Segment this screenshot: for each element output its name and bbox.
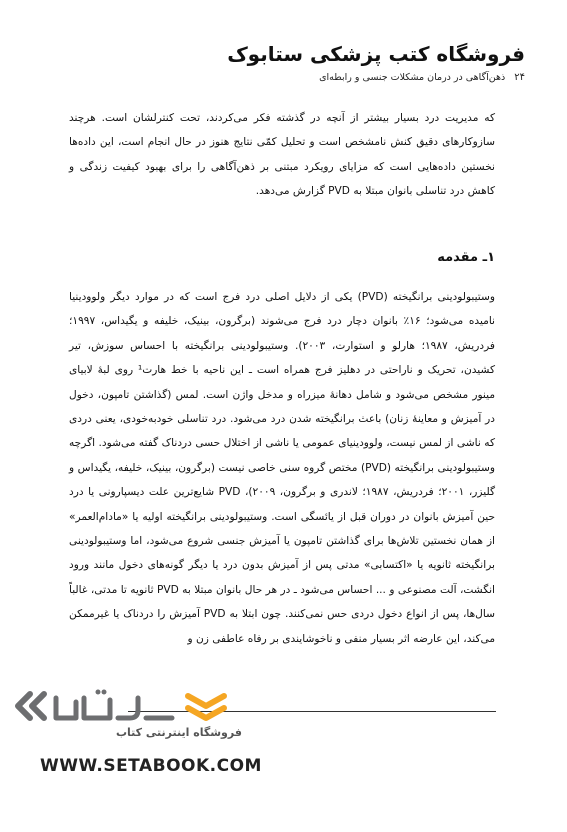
setabook-logo — [12, 688, 262, 748]
section-heading: ۱ـ مقدمه — [437, 250, 495, 265]
logo-subtitle: فروشگاه اینترنتی کتاب — [116, 726, 242, 739]
section-paragraph: وستیبولودینی برانگیخته (PVD) یکی از دلایل اصلی درد فرج است که در موارد دیگر ولوودینیا نامیده می‌شود؛ ۱۶٪ بانوان دچار درد فرج می‌شوند (برگرون، بینیک، خلیفه و یگیداس، ۱۹۹۷؛ فردریش، ۱۹۸۷؛ هارلو و استوارت، ۲۰۰۳). وستیبولودینی برانگیخته با احساس سوزش، تیر کشیدن، تحریک و ناراحتی در دهلیز فرج همراه است ـ این ناحیه با خط هارت¹ روی لبهٔ لابیای مینور مشخص می‌شود و شامل دهانهٔ میزراه و مدخل واژن است. لمس (گذاشتن تامپون، دخول در آمیزش و معاینهٔ زنان) باعث برانگیخته شدن درد می‌شود. درد تناسلی خودبه‌خودی، یعنی دردی که ناشی از لمس نیست، ولوودینیای عمومی یا ناشی از اختلال حسی دردناک گفته می‌شود. اگرچه وستیبولودینی برانگیخته (PVD) مختص گروه سنی خاصی نیست (برگرون، بینیک، خلیفه، یگیداس و گلیزر، ۲۰۰۱؛ فردریش، ۱۹۸۷؛ لاندری و برگرون، ۲۰۰۹)، PVD شایع‌ترین علت دیسپارونی یا درد حین آمیزش بانوان در دوران قبل از یائسگی است. وستیبولودینی برانگیخته اولیه یا «مادام‌العمر» از همان نخستین تلاش‌ها برای گذاشتن تامپون یا آمیزش جنسی شروع می‌شود، اما وستیبولودینی برانگیخته ثانویه یا «اکتسابی» مدتی پس از آمیزش بدون درد یا دیگر گونه‌های دخول مانند ورود انگشت، آلت مصنوعی و ... احساس می‌شود ـ در هر حال بانوان مبتلا به PVD ثانویه تا مدتی، غالباً سال‌ها، پس از انواع دخول دردی حس نمی‌کنند. چون ابتلا به PVD آمیزش را دردناک یا غیرممکن می‌کند، این عارضه اثر بسیار منفی و ناخوشایندی بر رفاه عاطفی زن و — [69, 291, 496, 645]
setabook-logo-icon — [12, 688, 262, 728]
store-title: فروشگاه کتب پزشکی ستابوک — [227, 42, 525, 66]
website-url[interactable]: WWW.SETABOOK.COM — [40, 756, 262, 776]
book-title: ذهن‌آگاهی در درمان مشکلات جنسی و رابطه‌ای — [319, 72, 506, 83]
page-number: ۲۴ — [514, 72, 525, 83]
running-head — [55, 72, 525, 83]
intro-paragraph: که مدیریت درد بسیار بیشتر از آنچه در گذشته فکر می‌کردند، تحت کنترلشان است. هرچند سازوکارهای دقیق کنش نامشخص است و تحلیل کمّی نتایج هنوز در حال انجام است، این داده‌ها نخستین داده‌هایی است که مزایای رویکرد مبتنی بر ذهن‌آگاهی را برای بهبود کیفیت زندگی و کاهش درد تناسلی بانوان مبتلا به PVD گزارش می‌دهد. — [69, 112, 495, 198]
